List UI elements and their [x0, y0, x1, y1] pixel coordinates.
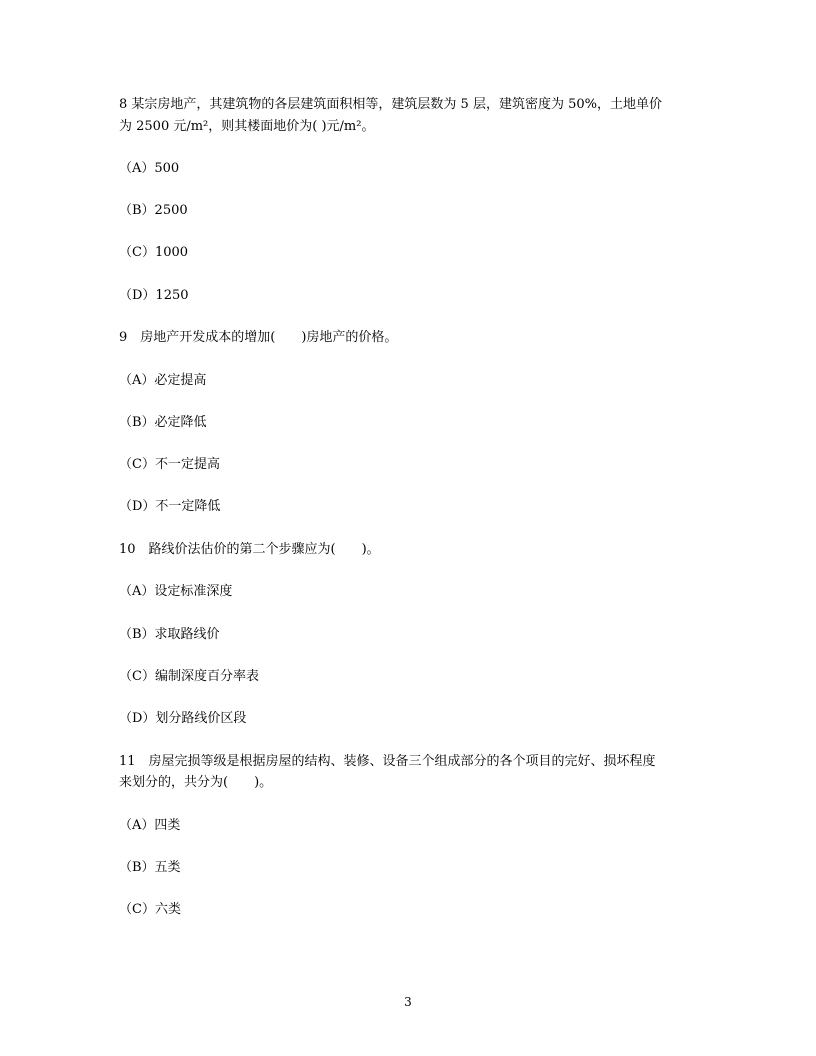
question-10-option-a: （A）设定标准深度 — [119, 584, 233, 599]
question-11-option-a: （A）四类 — [119, 818, 181, 833]
question-8-option-c: （C）1000 — [119, 245, 189, 260]
question-10-option-b: （B）求取路线价 — [119, 627, 220, 642]
question-8-option-d: （D）1250 — [119, 288, 189, 303]
question-8-stem-line-2: 为 2500 元/m²，则其楼面地价为( )元/m²。 — [119, 119, 375, 134]
question-11-stem-line-2: 来划分的，共分为( )。 — [119, 775, 273, 790]
question-8-option-b: （B）2500 — [119, 203, 188, 218]
question-11-stem-line-1: 11 房屋完损等级是根据房屋的结构、装修、设备三个组成部分的各个项目的完好、损坏程度 — [119, 754, 656, 769]
question-10-option-c: （C）编制深度百分率表 — [119, 669, 259, 684]
question-11-option-b: （B）五类 — [119, 860, 181, 875]
question-8-stem-line-1: 8 某宗房地产，其建筑物的各层建筑面积相等，建筑层数为 5 层，建筑密度为 50%，土地单价 — [119, 97, 662, 112]
question-10-option-d: （D）划分路线价区段 — [119, 711, 247, 726]
question-9-option-d: （D）不一定降低 — [119, 499, 221, 514]
page-number: 3 — [404, 995, 412, 1009]
question-10-stem: 10 路线价法估价的第二个步骤应为( )。 — [119, 542, 380, 557]
question-9-option-c: （C）不一定提高 — [119, 457, 220, 472]
question-11-option-c: （C）六类 — [119, 902, 181, 917]
question-9-stem: 9 房地产开发成本的增加( )房地产的价格。 — [119, 330, 398, 345]
question-9-option-a: （A）必定提高 — [119, 373, 207, 388]
question-9-option-b: （B）必定降低 — [119, 415, 207, 430]
question-8-option-a: （A）500 — [119, 161, 180, 176]
